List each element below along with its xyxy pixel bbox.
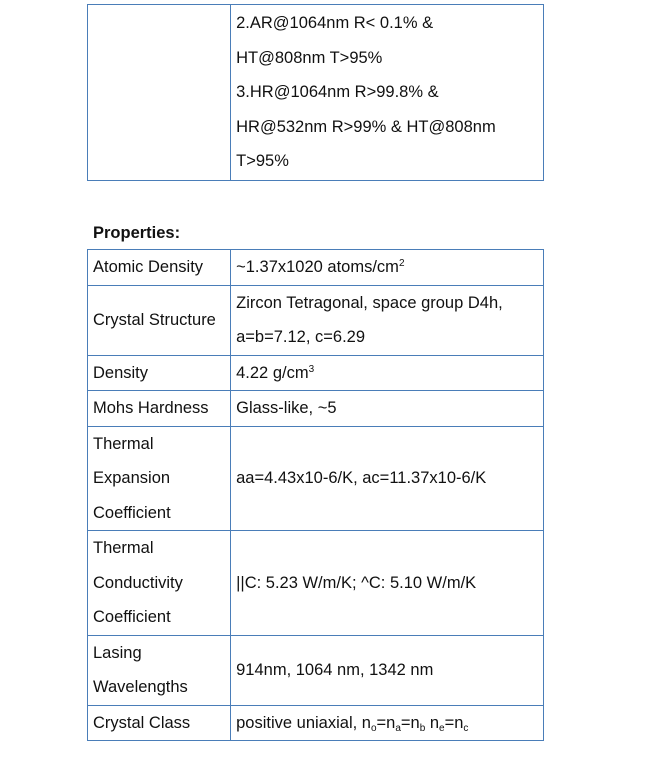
table-row — [88, 285, 544, 355]
table-row — [88, 355, 544, 391]
property-value: ||C: 5.23 W/m/K; ^C: 5.10 W/m/K — [231, 531, 544, 636]
table-row — [88, 391, 544, 427]
table-row — [88, 705, 544, 741]
property-label: Crystal Structure — [88, 285, 231, 355]
property-value: positive uniaxial, $n_o=n_a=n_b$ $n_e=n_c$ — [231, 705, 544, 741]
properties-table — [87, 249, 544, 741]
table-row — [88, 426, 544, 531]
coating-line: T>95% — [236, 152, 289, 170]
property-label: Mohs Hardness — [88, 391, 231, 427]
coating-spec-table — [87, 4, 544, 181]
property-value: aa=4.43x10-6/K, ac=11.37x10-6/K — [231, 426, 544, 531]
superscript: 2 — [398, 258, 405, 269]
coating-value-cell — [231, 5, 544, 181]
property-value: Glass-like, ~5 — [231, 391, 544, 427]
coating-line: 2.AR@1064nm R< 0.1% & — [236, 14, 434, 32]
coating-line: 3.HR@1064nm R>99.8% & — [236, 83, 439, 101]
property-label: Thermal Conductivity Coefficient — [88, 531, 231, 636]
coating-label-cell — [88, 5, 231, 181]
property-label: Crystal Class — [88, 705, 231, 741]
properties-heading: Properties: — [93, 224, 181, 242]
superscript: 3 — [308, 363, 315, 375]
table-row — [88, 5, 544, 181]
property-value: 914nm, 1064 nm, 1342 nm — [231, 635, 544, 705]
property-value: ~1.37x1020 atoms/$cm^2$ — [231, 250, 544, 286]
table-row — [88, 531, 544, 636]
table-row — [88, 635, 544, 705]
property-label: Thermal Expansion Coefficient — [88, 426, 231, 531]
property-value: 4.22 $g/cm^3$ — [231, 355, 544, 391]
property-label: Atomic Density — [88, 250, 231, 286]
property-value: Zircon Tetragonal, space group D4h, a=b=7.12, c=6.29 — [231, 285, 544, 355]
table-row — [88, 250, 544, 286]
property-label: Density — [88, 355, 231, 391]
coating-line: HT@808nm T>95% — [236, 48, 383, 67]
property-label: Lasing Wavelengths — [88, 635, 231, 705]
coating-line: HR@532nm R>99% & HT@808nm — [236, 117, 496, 136]
